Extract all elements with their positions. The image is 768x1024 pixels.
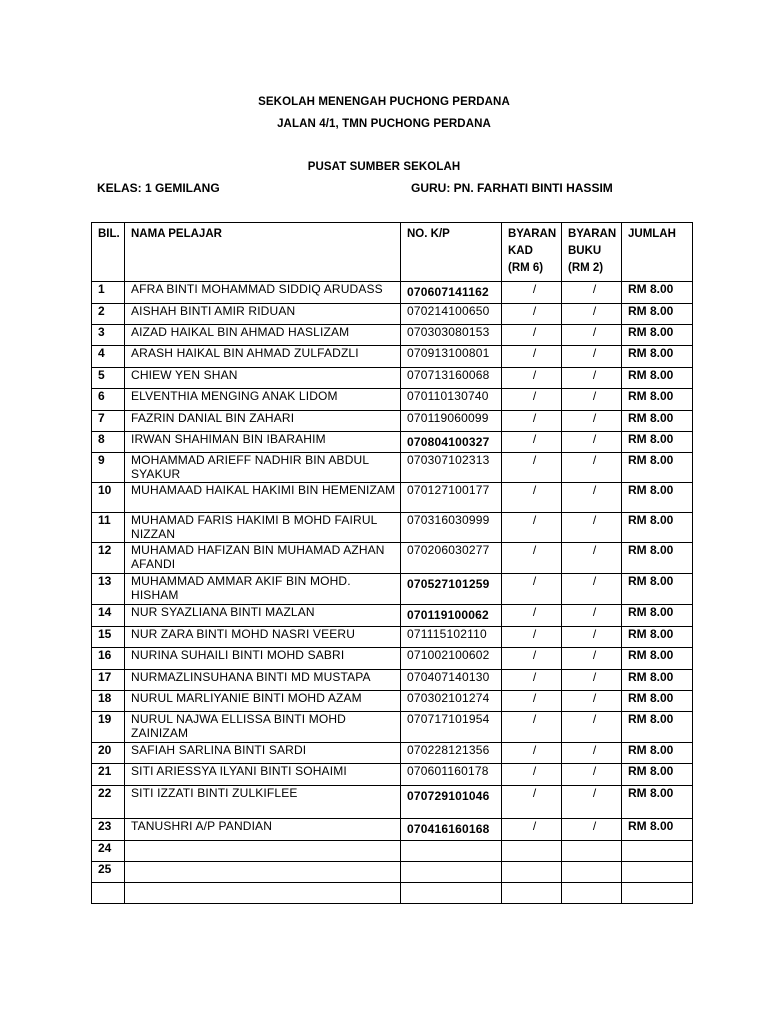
cell-buku: / (562, 389, 622, 411)
cell-kad: / (502, 764, 562, 786)
cell-kad: / (502, 819, 562, 841)
cell-kad: / (502, 743, 562, 764)
cell-jumlah (622, 862, 693, 883)
table-header-row (92, 223, 693, 282)
cell-jumlah: RM 8.00 (622, 819, 693, 841)
cell-bil: 18 (92, 691, 125, 712)
unit-name: PUSAT SUMBER SEKOLAH (307, 161, 461, 173)
cell-bil: 21 (92, 764, 125, 786)
cell-kp (401, 883, 502, 904)
col-header-kad-line1: BYARAN (508, 228, 557, 240)
cell-bil: 5 (92, 368, 125, 389)
cell-kp (401, 841, 502, 862)
cell-jumlah: RM 8.00 (622, 453, 693, 483)
cell-nama: MUHAMMAD AMMAR AKIF BIN MOHD. HISHAM (125, 574, 401, 605)
cell-buku: / (562, 368, 622, 389)
cell-buku (562, 862, 622, 883)
cell-kp: 071002100602 (401, 648, 502, 670)
cell-bil: 17 (92, 670, 125, 691)
cell-kp: 070214100650 (401, 304, 502, 325)
cell-buku: / (562, 513, 622, 543)
cell-kad (502, 862, 562, 883)
cell-bil: 1 (92, 282, 125, 304)
cell-kad: / (502, 648, 562, 670)
cell-bil: 2 (92, 304, 125, 325)
cell-buku: / (562, 648, 622, 670)
cell-nama: IRWAN SHAHIMAN BIN IBARAHIM (125, 432, 401, 453)
table-row (92, 483, 693, 513)
cell-nama: NUR SYAZLIANA BINTI MAZLAN (125, 605, 401, 627)
table-row (92, 574, 693, 605)
cell-jumlah: RM 8.00 (622, 325, 693, 346)
school-name: SEKOLAH MENENGAH PUCHONG PERDANA (258, 96, 510, 108)
table-row (92, 368, 693, 389)
cell-buku: / (562, 325, 622, 346)
table-row (92, 282, 693, 304)
cell-kp: 070228121356 (401, 743, 502, 764)
table-row (92, 862, 693, 883)
table-row (92, 883, 693, 904)
cell-kad: / (502, 691, 562, 712)
cell-kad: / (502, 411, 562, 432)
cell-bil: 3 (92, 325, 125, 346)
table-body (92, 282, 693, 904)
table-row (92, 453, 693, 483)
cell-buku: / (562, 819, 622, 841)
table-row (92, 743, 693, 764)
cell-buku: / (562, 304, 622, 325)
cell-nama: FAZRIN DANIAL BIN ZAHARI (125, 411, 401, 432)
cell-kad: / (502, 574, 562, 605)
cell-kad: / (502, 325, 562, 346)
cell-jumlah: RM 8.00 (622, 389, 693, 411)
cell-nama: AFRA BINTI MOHAMMAD SIDDIQ ARUDASS (125, 282, 401, 304)
table-row (92, 304, 693, 325)
cell-bil: 15 (92, 627, 125, 648)
cell-nama: CHIEW YEN SHAN (125, 368, 401, 389)
cell-buku: / (562, 743, 622, 764)
cell-kp: 070729101046 (401, 786, 502, 819)
cell-nama: MOHAMMAD ARIEFF NADHIR BIN ABDUL SYAKUR (125, 453, 401, 483)
table-row (92, 605, 693, 627)
cell-buku: / (562, 786, 622, 819)
cell-kad: / (502, 786, 562, 819)
cell-jumlah (622, 883, 693, 904)
cell-buku (562, 841, 622, 862)
cell-nama: NUR ZARA BINTI MOHD NASRI VEERU (125, 627, 401, 648)
cell-buku: / (562, 712, 622, 743)
table-row (92, 432, 693, 453)
cell-kp: 070110130740 (401, 389, 502, 411)
cell-nama: TANUSHRI A/P PANDIAN (125, 819, 401, 841)
table-row (92, 712, 693, 743)
student-table (91, 222, 693, 904)
cell-nama: NURMAZLINSUHANA BINTI MD MUSTAPA (125, 670, 401, 691)
cell-nama: ELVENTHIA MENGING ANAK LIDOM (125, 389, 401, 411)
cell-nama: NURUL MARLIYANIE BINTI MOHD AZAM (125, 691, 401, 712)
teacher-label: GURU: PN. FARHATI BINTI HASSIM (411, 181, 613, 195)
cell-jumlah: RM 8.00 (622, 368, 693, 389)
cell-jumlah: RM 8.00 (622, 432, 693, 453)
cell-buku: / (562, 543, 622, 574)
cell-kp: 070713160068 (401, 368, 502, 389)
cell-kad: / (502, 605, 562, 627)
cell-bil: 24 (92, 841, 125, 862)
table-row (92, 543, 693, 574)
cell-kp: 070127100177 (401, 483, 502, 513)
cell-buku: / (562, 764, 622, 786)
cell-buku (562, 883, 622, 904)
cell-jumlah: RM 8.00 (622, 304, 693, 325)
cell-jumlah: RM 8.00 (622, 627, 693, 648)
cell-bil: 6 (92, 389, 125, 411)
cell-nama (125, 862, 401, 883)
cell-nama: AISHAH BINTI AMIR RIDUAN (125, 304, 401, 325)
cell-jumlah: RM 8.00 (622, 574, 693, 605)
cell-kad: / (502, 282, 562, 304)
col-header-kp: NO. K/P (401, 223, 502, 282)
cell-kad: / (502, 670, 562, 691)
cell-kp: 070416160168 (401, 819, 502, 841)
table-row (92, 786, 693, 819)
cell-bil: 9 (92, 453, 125, 483)
table-row (92, 648, 693, 670)
table-row (92, 411, 693, 432)
col-header-kad-line2: KAD (508, 245, 533, 257)
table-row (92, 325, 693, 346)
cell-kp: 070302101274 (401, 691, 502, 712)
cell-bil: 10 (92, 483, 125, 513)
col-header-buku (562, 223, 622, 282)
table-row (92, 627, 693, 648)
cell-nama: AIZAD HAIKAL BIN AHMAD HASLIZAM (125, 325, 401, 346)
cell-kp: 070913100801 (401, 346, 502, 368)
cell-buku: / (562, 574, 622, 605)
cell-bil: 22 (92, 786, 125, 819)
cell-nama: SITI IZZATI BINTI ZULKIFLEE (125, 786, 401, 819)
cell-kp: 070607141162 (401, 282, 502, 304)
col-header-buku-line1: BYARAN (568, 228, 617, 240)
cell-nama: SITI ARIESSYA ILYANI BINTI SOHAIMI (125, 764, 401, 786)
cell-nama (125, 841, 401, 862)
cell-jumlah: RM 8.00 (622, 764, 693, 786)
cell-nama: SAFIAH SARLINA BINTI SARDI (125, 743, 401, 764)
cell-kp: 070206030277 (401, 543, 502, 574)
cell-kp: 070119060099 (401, 411, 502, 432)
cell-jumlah: RM 8.00 (622, 648, 693, 670)
cell-kp: 070307102313 (401, 453, 502, 483)
col-header-kad-line3: (RM 6) (508, 262, 544, 274)
cell-kp: 070717101954 (401, 712, 502, 743)
cell-nama: MUHAMAAD HAIKAL HAKIMI BIN HEMENIZAM (125, 483, 401, 513)
col-header-jumlah: JUMLAH (622, 223, 693, 282)
cell-bil (92, 883, 125, 904)
table-row (92, 513, 693, 543)
cell-kad: / (502, 368, 562, 389)
cell-bil: 13 (92, 574, 125, 605)
cell-bil: 11 (92, 513, 125, 543)
cell-buku: / (562, 670, 622, 691)
cell-kad: / (502, 712, 562, 743)
cell-kad: / (502, 513, 562, 543)
cell-buku: / (562, 282, 622, 304)
cell-jumlah: RM 8.00 (622, 743, 693, 764)
table-row (92, 841, 693, 862)
cell-jumlah: RM 8.00 (622, 543, 693, 574)
cell-bil: 14 (92, 605, 125, 627)
table-row (92, 346, 693, 368)
cell-buku: / (562, 627, 622, 648)
school-address: JALAN 4/1, TMN PUCHONG PERDANA (277, 118, 491, 130)
cell-kad: / (502, 346, 562, 368)
cell-jumlah: RM 8.00 (622, 786, 693, 819)
cell-jumlah: RM 8.00 (622, 605, 693, 627)
cell-kad (502, 883, 562, 904)
cell-buku: / (562, 483, 622, 513)
cell-jumlah: RM 8.00 (622, 282, 693, 304)
table-row (92, 670, 693, 691)
cell-nama: NURINA SUHAILI BINTI MOHD SABRI (125, 648, 401, 670)
cell-nama: NURUL NAJWA ELLISSA BINTI MOHD ZAINIZAM (125, 712, 401, 743)
table-row (92, 389, 693, 411)
cell-buku: / (562, 605, 622, 627)
cell-kp (401, 862, 502, 883)
cell-kad: / (502, 483, 562, 513)
cell-buku: / (562, 346, 622, 368)
cell-kp: 070601160178 (401, 764, 502, 786)
cell-kp: 070303080153 (401, 325, 502, 346)
cell-jumlah: RM 8.00 (622, 411, 693, 432)
cell-buku: / (562, 432, 622, 453)
cell-jumlah: RM 8.00 (622, 712, 693, 743)
table-row (92, 764, 693, 786)
cell-kad: / (502, 432, 562, 453)
cell-kad (502, 841, 562, 862)
cell-bil: 25 (92, 862, 125, 883)
col-header-buku-line3: (RM 2) (568, 262, 604, 274)
cell-jumlah: RM 8.00 (622, 670, 693, 691)
col-header-buku-line2: BUKU (568, 245, 602, 257)
cell-nama (125, 883, 401, 904)
cell-jumlah (622, 841, 693, 862)
cell-kad: / (502, 627, 562, 648)
table-row (92, 819, 693, 841)
cell-nama: ARASH HAIKAL BIN AHMAD ZULFADZLI (125, 346, 401, 368)
cell-jumlah: RM 8.00 (622, 346, 693, 368)
cell-kp: 070527101259 (401, 574, 502, 605)
cell-kp: 070316030999 (401, 513, 502, 543)
cell-nama: MUHAMAD FARIS HAKIMI B MOHD FAIRUL NIZZAN (125, 513, 401, 543)
col-header-bil: BIL. (92, 223, 125, 282)
cell-jumlah: RM 8.00 (622, 483, 693, 513)
cell-kad: / (502, 389, 562, 411)
cell-buku: / (562, 453, 622, 483)
cell-kp: 070119100062 (401, 605, 502, 627)
cell-kp: 071115102110 (401, 627, 502, 648)
cell-kp: 070804100327 (401, 432, 502, 453)
cell-bil: 19 (92, 712, 125, 743)
col-header-nama: NAMA PELAJAR (125, 223, 401, 282)
cell-kad: / (502, 304, 562, 325)
cell-bil: 20 (92, 743, 125, 764)
cell-buku: / (562, 691, 622, 712)
cell-jumlah: RM 8.00 (622, 691, 693, 712)
cell-bil: 7 (92, 411, 125, 432)
cell-bil: 8 (92, 432, 125, 453)
cell-kad: / (502, 543, 562, 574)
table-row (92, 691, 693, 712)
cell-bil: 12 (92, 543, 125, 574)
cell-bil: 23 (92, 819, 125, 841)
cell-buku: / (562, 411, 622, 432)
cell-jumlah: RM 8.00 (622, 513, 693, 543)
cell-bil: 4 (92, 346, 125, 368)
cell-kad: / (502, 453, 562, 483)
cell-kp: 070407140130 (401, 670, 502, 691)
col-header-kad (502, 223, 562, 282)
class-label: KELAS: 1 GEMILANG (97, 181, 220, 195)
cell-nama: MUHAMAD HAFIZAN BIN MUHAMAD AZHAN AFANDI (125, 543, 401, 574)
cell-bil: 16 (92, 648, 125, 670)
